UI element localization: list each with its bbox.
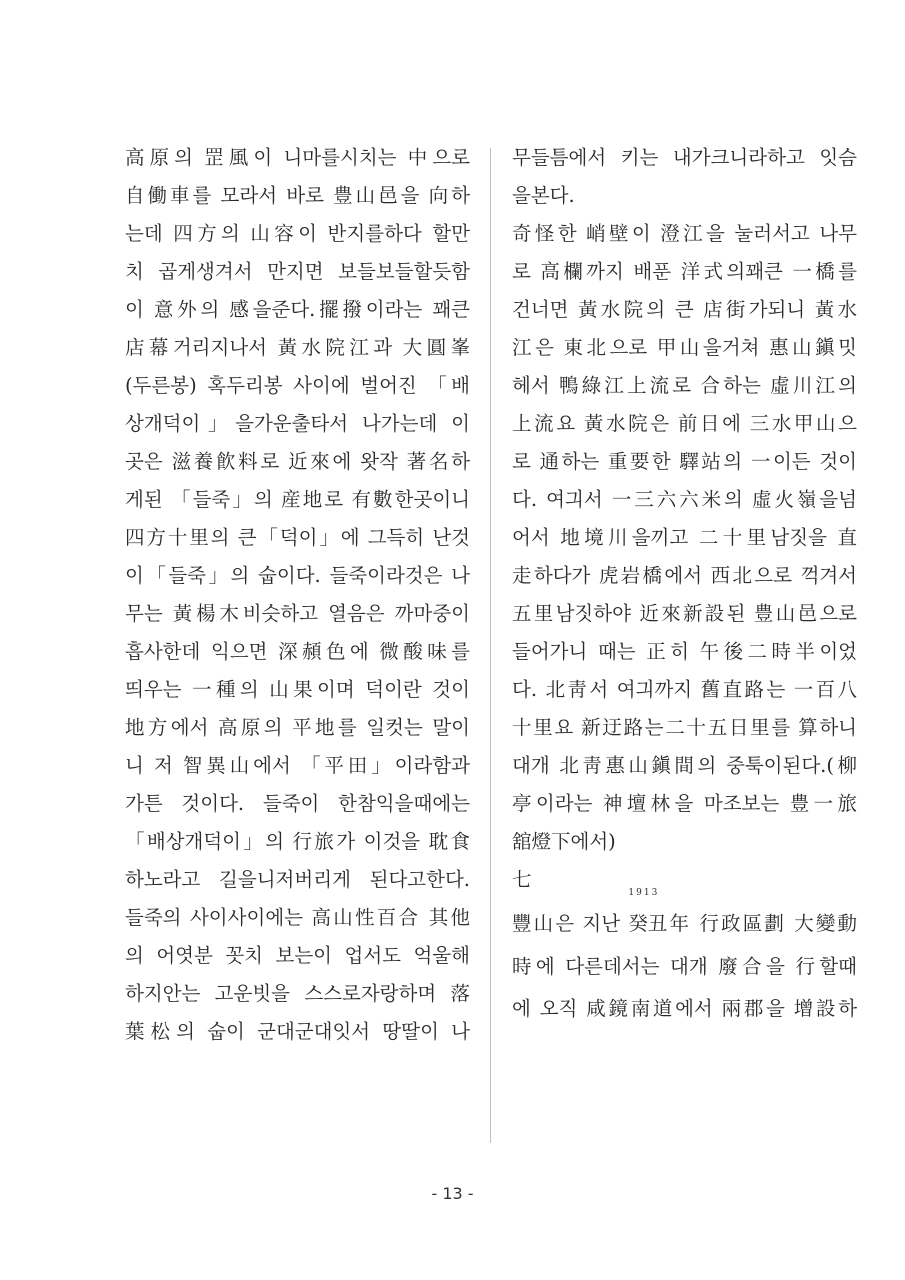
text-line: 하노라고 길을니저버리게 된다고한다. — [125, 868, 470, 891]
text-line: 무는 黃楊木비슷하고 열음은 까마중이 — [125, 602, 470, 625]
page-number: - 13 - — [431, 1184, 474, 1203]
text-line: 어서 地境川을끼고 二十里남짓을 直 — [512, 526, 857, 549]
text-line: 葉松의 숩이 군대군대잇서 땅딸이 나 — [125, 1020, 470, 1043]
text-line: 띄우는 一種의 山果이며 덕이란 것이 — [125, 678, 470, 701]
text-line: 奇怪한 峭壁이 澄江을 눌러서고 나무 — [512, 222, 857, 245]
text-line: 自働車를 모라서 바로 豊山邑을 向하 — [125, 184, 470, 207]
text-line: 헤서 鴨綠江上流로 合하는 虛川江의 — [512, 374, 857, 397]
text-segment: 年 行政區劃 大變動 — [667, 912, 857, 935]
text-line: 건너면 黃水院의 큰 店街가되니 黃水 — [512, 298, 857, 321]
section-heading: 七 — [512, 868, 532, 891]
text-line: 에 오직 咸鏡南道에서 兩郡을 增設하 — [512, 997, 857, 1020]
text-line: 舘燈下에서) — [512, 830, 616, 853]
text-line: 店幕거리지나서 黃水院江과 大圓峯 — [125, 336, 470, 359]
text-line: 이 意外의 感을준다.擺撥이라는 꽤큰 — [125, 298, 470, 321]
ruby-base: 癸丑 — [628, 912, 668, 935]
text-line: 五里남짓하야 近來新設된 豊山邑으로 — [512, 602, 857, 625]
text-segment: 豐山은 지난 — [512, 912, 629, 935]
column-divider — [490, 148, 491, 1143]
text-line: 時에 다른데서는 대개 廢合을 行할때 — [512, 955, 857, 978]
ruby-annotation — [628, 888, 668, 946]
text-line: 走하다가 虎岩橋에서 西北으로 꺽겨서 — [512, 564, 857, 587]
text-line: 의 어엿분 꼿치 보는이 업서도 억울해 — [125, 944, 470, 967]
ruby-text: 1913 — [628, 888, 660, 898]
text-line: 이「들죽」의 숩이다. 들죽이라것은 나 — [125, 564, 470, 587]
text-line: 高原의 罡風이 니마를시치는 中으로 — [125, 146, 470, 169]
text-line: 치 곱게생겨서 만지면 보들보들할듯함 — [125, 260, 470, 283]
text-line: 하지안는 고운빗을 스스로자랑하며 落 — [125, 982, 470, 1005]
text-line: 上流요 黃水院은 前日에 三水甲山으 — [512, 412, 857, 435]
text-line: 地方에서 高原의 平地를 일컷는 말이 — [125, 716, 470, 739]
text-line: 十里요 新迂路는二十五日里를 算하니 — [512, 716, 857, 739]
text-line: 을본다. — [512, 184, 575, 207]
text-line: 四方十里의 큰「덕이」에 그득히 난것 — [125, 526, 470, 549]
text-line: 곳은 滋養飮料로 近來에 왓작 著名하 — [125, 450, 470, 473]
text-line: 다. 여긔서 一三六六米의 虛火嶺을넘 — [512, 488, 857, 511]
right-text-column — [512, 142, 857, 1030]
text-line: 흡사한데 익으면 深頳色에 微酸味를 — [125, 640, 470, 663]
text-line: 는데 四方의 山容이 반지를하다 할만 — [125, 222, 470, 245]
text-line: 상개덕이」을가운출타서 나가는데 이 — [125, 412, 470, 435]
text-line: 江은 東北으로 甲山을거쳐 惠山鎭밋 — [512, 336, 857, 359]
text-line — [512, 888, 857, 946]
text-line: 「배상개덕이」의 行旅가 이것을 耽食 — [125, 830, 470, 853]
text-line: 대개 北靑惠山鎭間의 중툭이된다.(柳 — [512, 754, 857, 777]
text-line: 가튼 것이다. 들죽이 한참익을때에는 — [125, 792, 470, 815]
text-line: 들어가니 때는 正히 午後二時半이었 — [512, 640, 857, 663]
left-text-column — [125, 142, 470, 1054]
text-line: 亭이라는 神壇林을 마조보는 豊一旅 — [512, 792, 857, 815]
text-line: 무들틈에서 키는 내가크니라하고 잇슴 — [512, 146, 857, 169]
text-line: 니 저 智異山에서 「平田」이라함과 — [125, 754, 470, 777]
text-line: (두른봉) 혹두리봉 사이에 벌어진 「배 — [125, 374, 470, 397]
text-line: 들죽의 사이사이에는 高山性百合 其他 — [125, 906, 470, 929]
text-line: 로 通하는 重要한 驛站의 一이든 것이 — [512, 450, 857, 473]
text-line: 로 高欄까지 배푼 洋式의꽤큰 一橋를 — [512, 260, 857, 283]
text-line: 다. 北靑서 여긔까지 舊直路는 一百八 — [512, 678, 857, 701]
text-line: 게된 「들죽」의 産地로 有數한곳이니 — [125, 488, 470, 511]
